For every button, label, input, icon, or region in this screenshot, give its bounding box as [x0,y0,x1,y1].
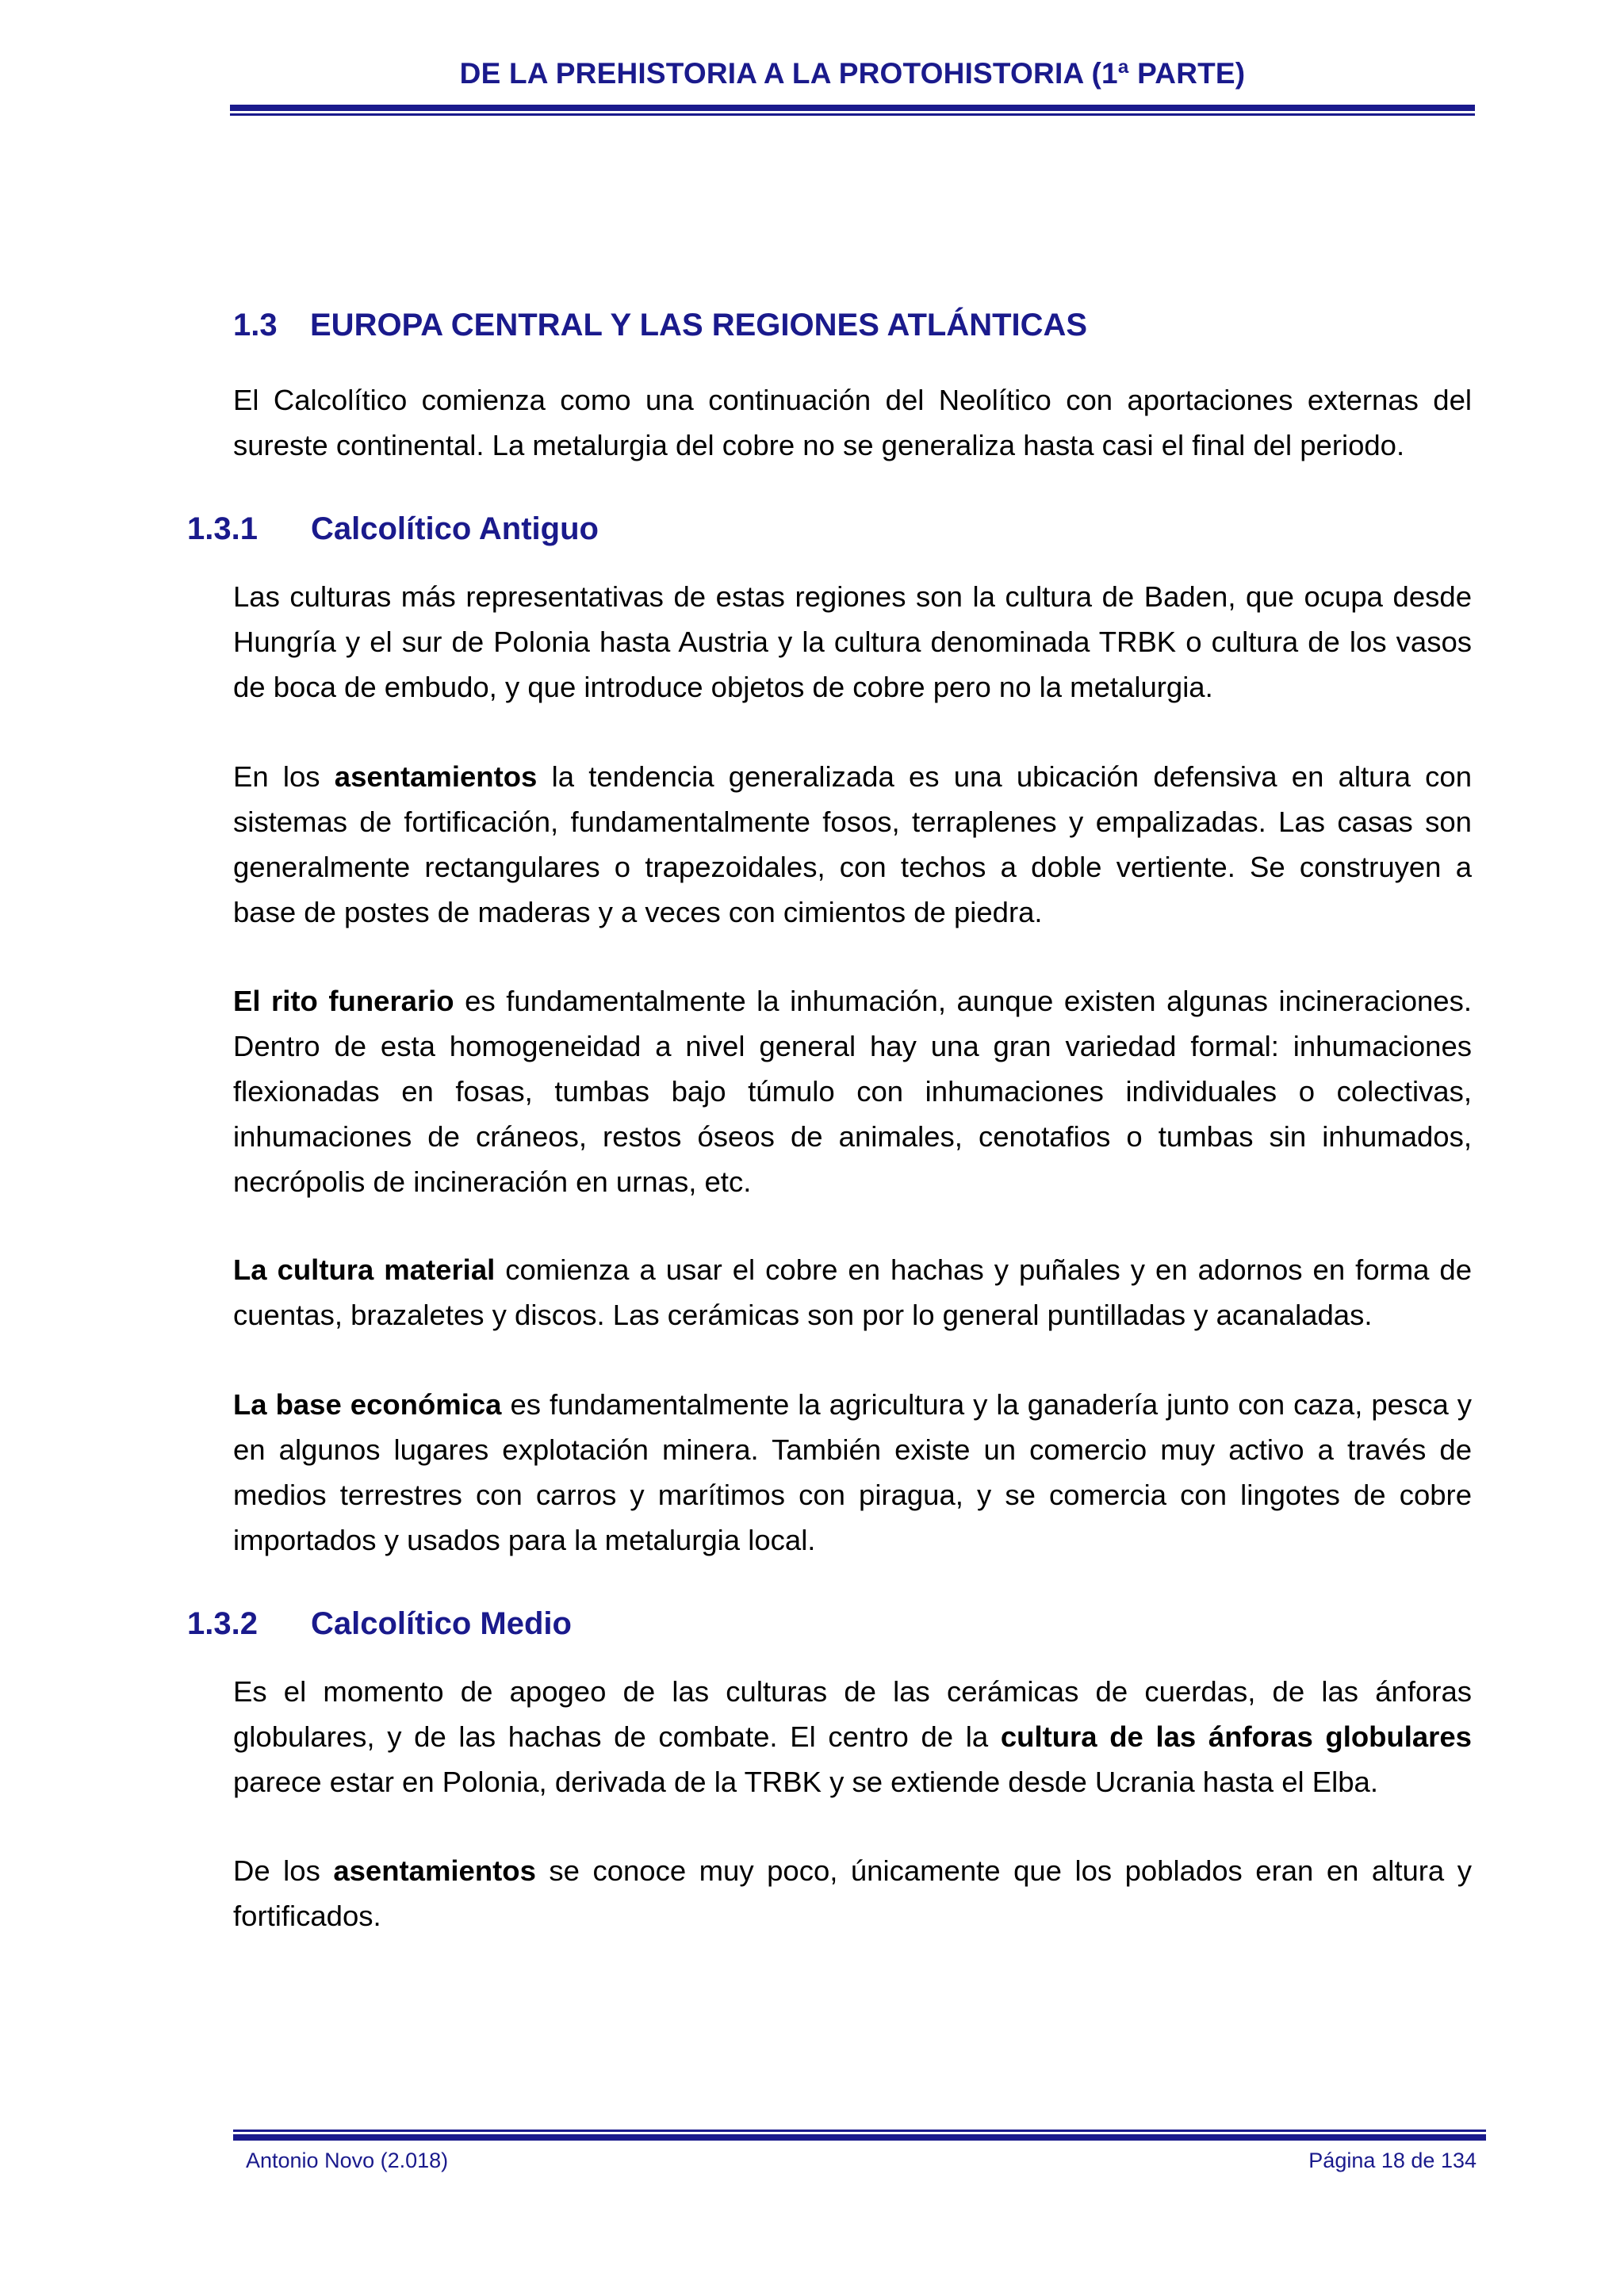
paragraph-funerary-rite [233,978,1472,1204]
paragraph-economic-body: es fundamentalmente la agricultura y la ganadería junto con caza, pesca y en algunos lugares explotación minera. También existe un comercio muy activo a través de medios terrestres con carros y marítimos con piragua, y se comercia con lingotes de cobre importados y usados para la metalurgia local. [233,1388,1472,1556]
header-rule [230,105,1475,111]
paragraph-funerary-body: es fundamentalmente la inhumación, aunque existen algunas incineraciones. Dentro de esta homogeneidad a nivel general hay una gran variedad formal: inhumaciones flexionadas en fosas, tumbas bajo túmulo con inhumaciones individuales o colectivas, inhumaciones de cráneos, restos óseos de animales, cenotafios o tumbas sin inhumados, necrópolis de incineración en urnas, etc. [233,985,1472,1198]
paragraph-economic-term: La base económica [233,1388,502,1421]
footer-author: Antonio Novo (2.018) [246,2149,449,2172]
paragraph-economic-base [233,1382,1472,1563]
paragraph-settlements-lead: En los [233,760,335,793]
subsection-title-2: Calcolítico Medio [311,1606,572,1641]
section-number: 1.3 [233,308,278,342]
subsection-number-2: 1.3.2 [187,1606,258,1641]
paragraph-settlements-body: la tendencia generalizada es una ubicación defensiva en altura con sistemas de fortificación, fundamentalmente fosos, terraplenes y empalizadas. Las casas son generalmente rectangulares o trapezoidales, con techos a doble vertiente. Se construyen a base de postes de maderas y a veces con cimientos de piedra. [233,760,1472,928]
paragraph-middle-settlements-lead: De los [233,1854,334,1887]
paragraph-funerary-term: El rito funerario [233,985,454,1017]
paragraph-middle-settlements-term: asentamientos [333,1854,536,1887]
subsection-heading-2 [187,1606,572,1642]
paragraph-apogee [233,1669,1472,1804]
section-intro-paragraph: El Calcolítico comienza como una continuación del Neolítico con aportaciones externas del sureste continental. La metalurgia del cobre no se generaliza hasta casi el final del periodo. [233,384,1472,461]
paragraph-middle-settlements [233,1848,1472,1938]
footer-rule [233,2134,1486,2141]
subsection-title-1: Calcolítico Antiguo [311,511,599,546]
paragraph-apogee-body: parece estar en Polonia, derivada de la TRBK y se extiende desde Ucrania hasta el Elba. [233,1766,1378,1798]
paragraph-apogee-term: cultura de las ánforas globulares [1000,1720,1472,1753]
footer-page-number: Página 18 de 134 [1308,2149,1477,2172]
paragraph-middle-settlements-body: se conoce muy poco, únicamente que los poblados eran en altura y fortificados. [233,1854,1472,1932]
subsection-number-1: 1.3.1 [187,511,258,546]
paragraph-material-culture [233,1247,1472,1337]
subsection-heading-1 [187,511,599,547]
running-header: DE LA PREHISTORIA A LA PROTOHISTORIA (1ª PARTE) [459,57,1246,90]
paragraph-material-term: La cultura material [233,1253,496,1286]
header-rule-secondary [230,113,1475,116]
paragraph-cultures: Las culturas más representativas de estas regiones son la cultura de Baden, que ocupa desde Hungría y el sur de Polonia hasta Austria y la cultura denominada TRBK o cultura de los vasos de boca de embudo, y que introduce objetos de cobre pero no la metalurgia. [233,580,1472,703]
paragraph-material-body: comienza a usar el cobre en hachas y puñales y en adornos en forma de cuentas, brazaletes y discos. Las cerámicas son por lo general puntilladas y acanaladas. [233,1253,1472,1331]
paragraph-apogee-lead: Es el momento de apogeo de las culturas de las cerámicas de cuerdas, de las ánforas globulares, y de las hachas de combate. El centro de la [233,1675,1472,1753]
paragraph-settlements-term: asentamientos [334,760,538,793]
footer-rule-secondary [233,2130,1486,2132]
paragraph-settlements [233,754,1472,935]
section-heading [233,308,1087,343]
section-title: EUROPA CENTRAL Y LAS REGIONES ATLÁNTICAS [310,308,1088,342]
